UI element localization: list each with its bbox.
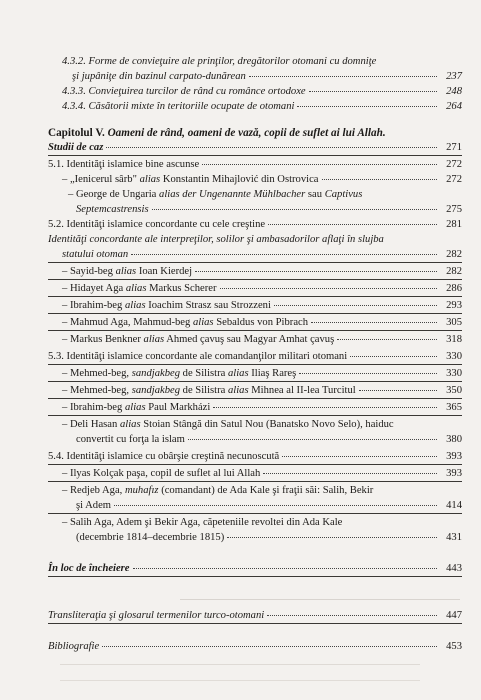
toc-item-52-4[interactable]: [62, 316, 462, 329]
leader-dots: [299, 372, 437, 374]
alias-word: alias: [124, 300, 146, 311]
toc-entry-text: În loc de încheiere: [48, 563, 130, 574]
alias-word: alias: [119, 419, 141, 430]
item-alias-name: Konstantin Mihajlović din Ostrovica: [162, 174, 319, 185]
page-number: 330: [446, 351, 462, 362]
item-name: – Redjeb Aga,: [62, 485, 123, 496]
item-alias-name-cont: convertit cu forţa la islam: [76, 434, 185, 445]
leader-dots: [114, 504, 437, 506]
item-name: – Sayid-beg: [62, 266, 113, 277]
toc-entry-text: şi jupâniţe din bazinul carpato-dunărean: [72, 71, 246, 82]
toc-item-54-2-line2[interactable]: [76, 499, 462, 512]
show-through-line: [60, 680, 420, 681]
toc-entry-432-line2[interactable]: [72, 70, 462, 83]
divider: [48, 576, 462, 577]
item-alias-name: Ioan Kierdej: [138, 266, 193, 277]
toc-entry-text: 5.1. Identităţi islamice bine ascunse: [48, 159, 200, 170]
item-alias-name: Mihnea al II-lea Turcitul: [251, 385, 356, 396]
divider: [48, 415, 462, 416]
page-number: 305: [446, 317, 462, 328]
leader-dots: [202, 163, 437, 165]
leader-dots: [322, 178, 438, 180]
connector-text: sau: [307, 189, 323, 200]
toc-glossary[interactable]: [48, 609, 462, 622]
toc-item-51-2-line1: [68, 188, 362, 201]
leader-dots: [131, 253, 437, 255]
chapter-label: Capitolul V.: [48, 127, 105, 139]
leader-dots: [309, 90, 437, 92]
divider: [48, 155, 462, 156]
leader-dots: [263, 472, 437, 474]
item-name: – Salih Aga, Adem şi Bekir Aga, căpeteniile revoltei din Ada Kale: [62, 517, 343, 528]
divider: [48, 381, 462, 382]
toc-item-51-2-line2[interactable]: [76, 203, 462, 216]
leader-dots: [195, 270, 437, 272]
toc-subsection-52-line1: [48, 233, 384, 246]
show-through-line: [180, 599, 460, 600]
page-number: 393: [446, 451, 462, 462]
page-number: 286: [446, 283, 462, 294]
toc-entry-text: Identităţi concordante ale interpreţilor, solilor şi ambasadorilor aflaţi în slujba: [48, 234, 384, 245]
page-number: 380: [446, 434, 462, 445]
alias-word: alias: [139, 174, 161, 185]
toc-item-52-3[interactable]: [62, 299, 462, 312]
alias-word: alias: [115, 266, 137, 277]
item-name: – Ilyas Kolçak paşa, copil de suflet al lui Allah: [62, 468, 261, 479]
leader-dots: [268, 223, 437, 225]
toc-entry-text: 4.3.2. Forme de convieţuire ale prinţilor, dregătorilor otomani cu domniţe: [62, 56, 377, 67]
chapter-title-cont: Studii de caz: [48, 142, 104, 153]
title-word: sandjakbeg: [131, 385, 180, 396]
item-name: – George de Ungaria: [68, 189, 157, 200]
divider: [48, 513, 462, 514]
toc-item-52-1[interactable]: [62, 265, 462, 278]
page-number: 271: [446, 142, 462, 153]
toc-subsection-52-line2[interactable]: [62, 248, 462, 261]
leader-dots: [152, 208, 437, 210]
divider: [48, 296, 462, 297]
page-number: 275: [446, 204, 462, 215]
leader-dots: [227, 536, 437, 538]
item-name: – Mehmed-beg,: [62, 368, 130, 379]
divider: [48, 313, 462, 314]
toc-item-54-3-line2[interactable]: [76, 531, 462, 544]
toc-section-52[interactable]: [48, 218, 462, 231]
divider: [48, 262, 462, 263]
toc-item-54-3-line1: [62, 516, 342, 529]
item-name: – Markus Benkner: [62, 334, 141, 345]
toc-entry-432-line1: [62, 55, 376, 68]
item-description-cont: (decembrie 1814–decembrie 1815): [76, 532, 225, 543]
show-through-line: [60, 664, 420, 665]
toc-entry-text: 5.4. Identităţi islamice cu obârşie creştină necunoscută: [48, 451, 280, 462]
item-alias-name: alias der Ungenannte Mühlbacher: [159, 189, 306, 200]
toc-section-53[interactable]: [48, 350, 462, 363]
item-alias-name: Stoian Stângă din Satul Nou (Banatsko Novo Selo), haiduc: [143, 419, 394, 430]
alias-word: alias: [227, 385, 249, 396]
toc-entry-text: Transliteraţia şi glosarul termenilor turco-otomani: [48, 610, 265, 621]
item-alias-name: Ahmed çavuş sau Magyar Amhat çavuş: [166, 334, 335, 345]
toc-entry-text: 4.3.4. Căsătorii mixte în teritoriile ocupate de otomani: [62, 101, 295, 112]
toc-section-54[interactable]: [48, 450, 462, 463]
page-number: 248: [446, 86, 462, 97]
item-name: – Deli Hasan: [62, 419, 118, 430]
item-place: de Silistra: [182, 385, 226, 396]
chapter-heading: [48, 127, 386, 140]
divider: [48, 623, 462, 624]
title-word: muhafız: [124, 485, 159, 496]
leader-dots: [311, 321, 437, 323]
leader-dots: [274, 304, 437, 306]
item-name: – Ibrahim-beg: [62, 300, 123, 311]
item-alias-name: Sebaldus von Pibrach: [216, 317, 309, 328]
leader-dots: [188, 438, 437, 440]
toc-entry-text: 5.2. Identităţi islamice concordante cu cele creştine: [48, 219, 266, 230]
leader-dots: [337, 338, 437, 340]
toc-item-53-4-line1: [62, 418, 394, 431]
page-number: 393: [446, 468, 462, 479]
item-name: – Mahmud Aga, Mahmud-beg: [62, 317, 191, 328]
alias-word: alias: [227, 368, 249, 379]
leader-dots: [106, 146, 437, 148]
divider: [48, 464, 462, 465]
leader-dots: [220, 287, 438, 289]
leader-dots: [359, 389, 437, 391]
page-number: 453: [446, 641, 462, 652]
item-place: de Silistra: [182, 368, 226, 379]
alias-word: alias: [143, 334, 165, 345]
toc-item-52-5[interactable]: [62, 333, 462, 346]
item-alias-name: Captivus: [324, 189, 363, 200]
item-name: – Ibrahim-beg: [62, 402, 123, 413]
item-name: – Hidayet Aga: [62, 283, 124, 294]
page-number: 350: [446, 385, 462, 396]
item-alias-name: Paul Markházi: [148, 402, 211, 413]
divider: [48, 330, 462, 331]
page-number: 282: [446, 266, 462, 277]
page-number: 272: [446, 174, 462, 185]
page-number: 443: [446, 563, 462, 574]
divider: [48, 279, 462, 280]
item-description-cont: şi Adem: [76, 500, 112, 511]
page-number: 330: [446, 368, 462, 379]
leader-dots: [213, 406, 437, 408]
toc-conclusion[interactable]: [48, 562, 462, 575]
leader-dots: [102, 645, 437, 647]
chapter-title: Oameni de rând, oameni de vază, copii de suflet ai lui Allah.: [107, 127, 386, 139]
alias-word: alias: [125, 283, 147, 294]
leader-dots: [133, 567, 437, 569]
item-description: (comandant) de Ada Kale şi fraţii săi: Salih, Bekir: [161, 485, 374, 496]
divider: [48, 398, 462, 399]
toc-item-53-2[interactable]: [62, 384, 462, 397]
leader-dots: [350, 355, 437, 357]
toc-item-53-4-line2[interactable]: [76, 433, 462, 446]
page-number: 272: [446, 159, 462, 170]
page-number: 264: [446, 101, 462, 112]
item-name: – „Ienicerul sârb": [62, 174, 137, 185]
toc-item-54-2-line1: [62, 484, 373, 497]
page-number: 282: [446, 249, 462, 260]
title-word: sandjakbeg: [131, 368, 180, 379]
toc-item-53-3[interactable]: [62, 401, 462, 414]
toc-section-51[interactable]: [48, 158, 462, 171]
item-alias-name: Markus Scherer: [149, 283, 217, 294]
item-name: – Mehmed-beg,: [62, 385, 130, 396]
divider: [48, 481, 462, 482]
toc-entry-434[interactable]: [62, 100, 462, 113]
toc-bibliography[interactable]: [48, 640, 462, 653]
page-number: 318: [446, 334, 462, 345]
page-number: 237: [446, 71, 462, 82]
page-number: 281: [446, 219, 462, 230]
page-number: 447: [446, 610, 462, 621]
leader-dots: [297, 105, 437, 107]
toc-item-51-1[interactable]: [62, 173, 462, 186]
toc-item-54-1[interactable]: [62, 467, 462, 480]
toc-item-53-1[interactable]: [62, 367, 462, 380]
toc-entry-text: Bibliografie: [48, 641, 100, 652]
leader-dots: [267, 614, 437, 616]
page-number: 365: [446, 402, 462, 413]
toc-entry-text: 5.3. Identităţi islamice concordante ale comandanţilor militari otomani: [48, 351, 348, 362]
leader-dots: [282, 455, 437, 457]
toc-chapter-line2[interactable]: [48, 141, 462, 154]
divider: [48, 364, 462, 365]
alias-word: alias: [124, 402, 146, 413]
item-alias-name-cont: Septemcastrensis: [76, 204, 149, 215]
page-number: 414: [446, 500, 462, 511]
toc-entry-433[interactable]: [62, 85, 462, 98]
toc-entry-text: 4.3.3. Convieţuirea turcilor de rând cu românce ortodoxe: [62, 86, 306, 97]
page-number: 431: [446, 532, 462, 543]
page-number: 293: [446, 300, 462, 311]
toc-entry-text: statului otoman: [62, 249, 129, 260]
toc-item-52-2[interactable]: [62, 282, 462, 295]
item-alias-name: Iliaş Rareş: [251, 368, 297, 379]
leader-dots: [249, 75, 437, 77]
alias-word: alias: [192, 317, 214, 328]
item-alias-name: Ioachim Strasz sau Strozzeni: [148, 300, 271, 311]
